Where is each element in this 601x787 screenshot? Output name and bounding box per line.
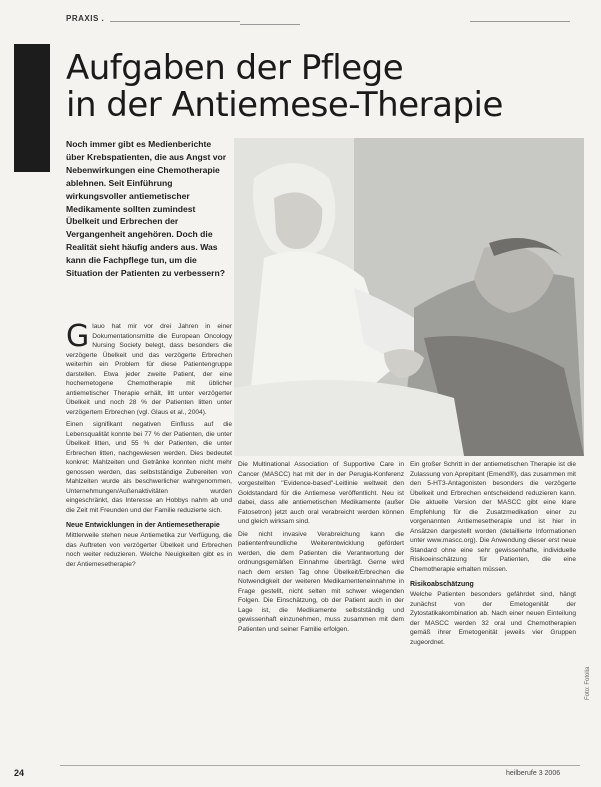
title-line-1: Aufgaben der Pflege [66,48,404,88]
paragraph: Die nicht invasive Verabreichung kann die patientenfreundliche Weiterentwicklung gefördert werden, die dem Patienten die Verantwortung der ordnungsgemäßen Einnahme überträgt. Gerne wird nach dem ersten Tag ohne Übelkeit/Erbrechen die Notwendigkeit der weiteren Medikamenteneinnahme in Frage gestellt, nicht selten mit schwer wiegenden Folgen. Die Einschätzung, ob der Patient auch in der Lage ist, die Medikamente selbstständig und gewissenhaft einzunehmen, muss zusammen mit dem Patienten und seiner Familie erfolgen. [238,530,404,633]
paragraph: Ein großer Schritt in der antiemetischen Therapie ist die Zulassung von Aprepitant (Emend®), das zusammen mit den 5-HT3-Antagonisten besonders die verzögerte Übelkeit und Erbrechen entscheidend reduzieren kann. Die aktuelle Version der MASCC gibt eine klare Empfehlung für die Zusatzmedikation einer zu vorgenannten Antiemesetherapie und ist hier in Ansätzen dargestellt worden (detaillierte Informationen unter www.mascc.org). Die Anwendung dieser erst neue Standard ohne eine sehr gewissenhafte, individuelle Risikoeinschätzung für Patienten, die eine Chemotherapie erhalten müssen. [410,461,576,573]
top-rule [470,21,570,22]
issue-label: heilberufe 3 2006 [506,770,561,777]
paragraph: Welche Patienten besonders gefährdet sind, hängt zunächst von der Emetogenität der Zytostatikakombination ab. Nach einer neuen Einteilung der MASCC werden 32 oral und Chemotherapien gemäß ihrer Emetogenität jeweils vier Gruppen zugeordnet. [410,591,576,646]
page-title [66,50,586,124]
article-column-1 [66,319,232,572]
intro-text: lauo hat mir vor drei Jahren in einer Dokumentationsmitte die European Oncology Nursing Society belegt, dass besonders die verzögerte Übelkeit und das verzögerte Erbrechen weiterhin ein Problem für diese Patientengruppe darstellen. Etwa jeder zweite Patient, der eine hochemetogene Chemotherapie mit üblicher antiemetischer Therapie erhält, litt unter verzögerter Übelkeit und noch 28 % der Patienten litten unter verzögertem Erbrechen (vgl. Glaus et al., 2004). [66,323,232,416]
top-rule [110,21,240,22]
dropcap: G [66,319,90,354]
lead-paragraph: Noch immer gibt es Medienberichte über Krebspatienten, die aus Angst vor Nebenwirkungen eine Chemotherapie ablehnen. Seit Einführung wirkungsvoller antiemetischer Medikamente sollten zumindest Übelkeit und Erbrechen der Vergangenheit angehören. Doch die Realität sieht häufig anders aus. Was kann die Fachpflege tun, um die Situation der Patienten zu verbessern? [66,139,227,279]
page-number: 24 [14,768,25,778]
paragraph: Einen signifikant negativen Einfluss auf die Lebensqualität konnte bei 77 % der Patienten, die unter Übelkeit litten, und 55 % der Patienten, die unter Erbrechen litten, nachgewiesen werden. Dies bedeutet konkret: Mahlzeiten und Getränke konnten nicht mehr genossen werden, das selbstständige Zubereiten von Mahlzeiten wurde als beschwerlicher wahrgenommen, Unternehmungen/Außenaktivitäten wurden eingeschränkt, das Interesse an Hobbys nahm ab und die Zeit mit Freunden und der Familie reduzierte sich. [66,421,232,514]
nurse-patient-image [234,138,584,456]
footer-rule [60,765,580,766]
article-column-2 [238,460,404,637]
article-column-3 [410,460,576,650]
paragraph: Mittlerweile stehen neue Antiemetika zur Verfügung, die das Auftreten von verzögerter Übelkeit und Erbrechen noch weiter reduzieren. Welche Neuigkeiten gibt es in der Antiemesetherapie? [66,532,232,568]
paragraph: Die Multinational Association of Supportive Care in Cancer (MASCC) hat mit der in der Perugia-Konferenz vorgestellten "Evidence-based"-Leitlinie weltweit den Goldstandard für die Antiemese veröffentlicht. Neu ist dabei, dass alle antiemetischen Medikamente (außer Fatosetron) jetzt auch oral verabreicht werden können und gleich wirksam sind. [238,461,404,525]
article-photo [234,138,584,456]
subheading: Neue Entwicklungen in der Antiemesetherapie [66,522,220,529]
decorative-side-block [14,44,50,172]
intro-paragraph [66,319,232,417]
subheading: Risikoabschätzung [410,581,474,588]
title-line-2: in der Antiemese-Therapie [66,85,503,125]
photo-credit: Foto: Fotolia [585,666,591,700]
top-rule [240,24,300,25]
section-label: PRAXIS . [66,14,105,23]
